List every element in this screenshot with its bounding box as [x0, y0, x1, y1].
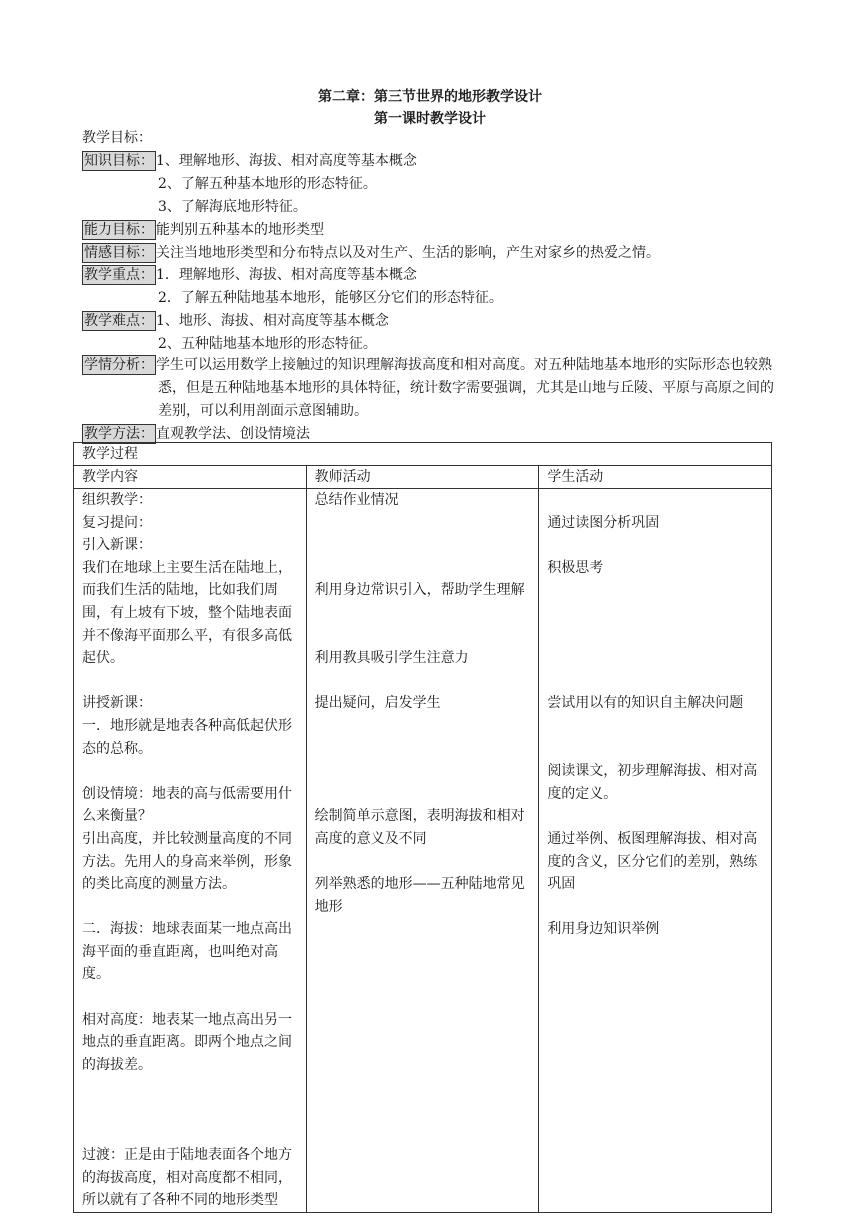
knowledge-label: 知识目标： [84, 153, 154, 169]
analysis-label: 学情分析： [84, 357, 154, 373]
student-cell: 通过读图分析巩固 积极思考 尝试用以有的知识自主解决问题 阅读课文，初步理解海拔、相对高度的定义。 通过举例、板图理解海拔、相对高度的含义，区分它们的差别，熟练巩固 利用身边知识举例 [547, 514, 758, 938]
emotion-row [82, 243, 660, 263]
analysis-row [84, 354, 778, 423]
objectives-heading: 教学目标： [82, 130, 152, 146]
method-text: 直观教学法、创设情境法 [156, 426, 310, 442]
process-table [73, 442, 772, 1213]
key-points-label: 教学重点： [84, 267, 154, 283]
process-heading: 教学过程 [74, 443, 772, 466]
key-points-row [82, 265, 417, 285]
key-point-item: 2．了解五种陆地基本地形，能够区分它们的形态特征。 [158, 290, 503, 306]
knowledge-item: 2、了解五种基本地形的形态特征。 [158, 176, 377, 192]
column-header-teacher: 教师活动 [306, 466, 539, 489]
content-cell: 组织教学： 复习提问： 引入新课： 我们在地球上主要生活在陆地上，而我们生活的陆地，比如我们周围，有上坡有下坡，整个陆地表面并不像海平面那么平，有很多高低起伏。 讲授新课： 一．地形就是地表各种高低起伏形态的总称。 创设情境：地表的高与低需要用什么来衡量？ 引出高度，并比较测量高度的不同方法。先用人的身高来举例，形象的类比高度的测量方法。 二．海拔：地球表面某一地点高出海平面的垂直距离，也叫绝对高度。 相对高度：地表某一地点高出另一地点的垂直距离。即两个地点之间的海拔差。 过渡：正是由于陆地表面各个地方的海拔高度，相对高度都不相同，所以就有了各种不同的地形类型 [82, 492, 292, 1209]
ability-row [82, 220, 324, 240]
key-point-item: 1．理解地形、海拔、相对高度等基本概念 [156, 267, 417, 283]
column-header-content: 教学内容 [74, 466, 307, 489]
document-title: 第二章：第三节世界的地形教学设计 [318, 89, 542, 105]
difficulties-label: 教学难点： [84, 313, 154, 329]
difficulty-item: 2、五种陆地基本地形的形态特征。 [158, 336, 377, 352]
analysis-text: 学生可以运用数学上接触过的知识理解海拔高度和相对高度。对五种陆地基本地形的实际形态也较熟悉，但是五种陆地基本地形的具体特征，统计数字需要强调，尤其是山地与丘陵、平原与高原之间的差别，可以利用剖面示意图辅助。 [156, 357, 774, 419]
method-row [82, 424, 310, 444]
difficulties-row [82, 311, 389, 331]
knowledge-item: 1、理解地形、海拔、相对高度等基本概念 [156, 153, 417, 169]
ability-label: 能力目标： [84, 222, 154, 238]
knowledge-row [82, 151, 417, 171]
difficulty-item: 1、地形、海拔、相对高度等基本概念 [156, 313, 389, 329]
column-header-student: 学生活动 [539, 466, 772, 489]
knowledge-item: 3、了解海底地形特征。 [158, 199, 307, 215]
emotion-label: 情感目标： [84, 245, 154, 261]
method-label: 教学方法： [84, 426, 154, 442]
ability-text: 能判别五种基本的地形类型 [156, 222, 324, 238]
emotion-text: 关注当地地形类型和分布特点以及对生产、生活的影响，产生对家乡的热爱之情。 [156, 245, 660, 261]
document-subtitle: 第一课时教学设计 [374, 111, 486, 127]
teacher-cell: 总结作业情况 利用身边常识引入，帮助学生理解 利用教具吸引学生注意力 提出疑问，启发学生 绘制简单示意图，表明海拔和相对高度的意义及不同 列举熟悉的地形——五种陆地常见地形 [314, 492, 525, 915]
